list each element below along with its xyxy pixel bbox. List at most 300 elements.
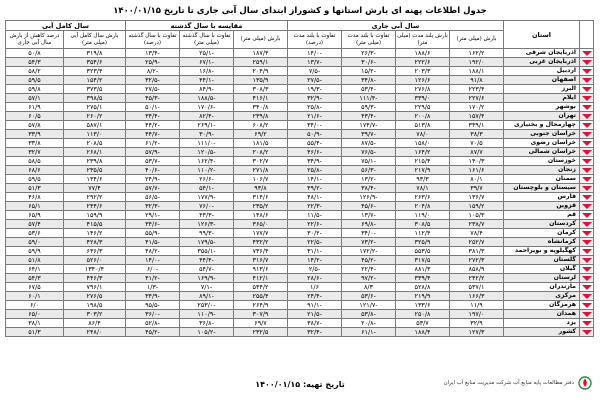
red-triangle-icon <box>582 150 592 155</box>
row-marker <box>580 202 594 211</box>
table-cell: ۱۸۷/۴ <box>234 49 288 58</box>
table-cell: ۳۳/۸ <box>5 139 63 148</box>
current-year-header: سال آبی جاری <box>288 21 504 31</box>
table-cell: -۱۶۹/۹ <box>180 274 234 283</box>
table-cell: -۲۷/۵ <box>288 76 342 85</box>
red-triangle-icon <box>582 276 592 281</box>
table-cell: ۶۳۶/۳ <box>63 247 125 256</box>
table-cell: -۷۶/۵ <box>342 148 396 157</box>
row-marker <box>580 112 594 121</box>
table-cell: ۲۷۶/۵ <box>63 292 125 301</box>
red-triangle-icon <box>582 186 592 191</box>
table-cell: -۱۶۲/۴ <box>180 157 234 166</box>
table-cell: -۹۵/۵ <box>125 301 179 310</box>
province-name: کردستان <box>504 220 580 229</box>
table-cell: ۵۴۴/۲ <box>234 283 288 292</box>
sub-header: بارش (میلی متر) <box>450 31 504 49</box>
table-cell: ۳۲۳/۴ <box>63 67 125 76</box>
table-cell: -۷۶/۰ <box>180 202 234 211</box>
red-triangle-icon <box>582 78 592 83</box>
table-row <box>5 121 593 130</box>
table-cell: -۴۱/۵ <box>125 238 179 247</box>
table-cell: -۹۹/۳ <box>180 229 234 238</box>
table-cell: -۱۲۱/۷ <box>342 301 396 310</box>
table-row <box>5 157 593 166</box>
table-cell: ۶۰۸/۲ <box>234 121 288 130</box>
table-cell: ۵۲۸/۸ <box>396 283 450 292</box>
row-marker <box>580 274 594 283</box>
table-cell: ۱۹۲/۰ <box>450 58 504 67</box>
red-triangle-icon <box>582 222 592 227</box>
table-cell: -۳۲/۳ <box>125 202 179 211</box>
organization-logo-icon <box>578 376 592 390</box>
table-cell: ۵۸۷/۱ <box>63 121 125 130</box>
table-cell: ۵۲۶/۰ <box>63 256 125 265</box>
red-triangle-icon <box>582 213 592 218</box>
table-cell: ۹۱/۸ <box>450 76 504 85</box>
table-cell: -۲۴/۹ <box>125 175 179 184</box>
table-cell: ۶۰/۱ <box>5 292 63 301</box>
table-cell: ۶۵/۰ <box>5 310 63 319</box>
table-cell: -۲۷/۵ <box>125 85 179 94</box>
table-cell: ۱۵۷/۴ <box>450 112 504 121</box>
table-cell: -۳۴/۴ <box>125 112 179 121</box>
table-row <box>5 319 593 328</box>
red-triangle-icon <box>582 249 592 254</box>
red-triangle-icon <box>582 330 592 335</box>
table-cell: ۳۶۵/۰ <box>234 220 288 229</box>
red-triangle-icon <box>582 159 592 164</box>
table-cell: ۱۳۵/۹ <box>234 76 288 85</box>
marker-column-header <box>580 21 594 49</box>
province-name: یزد <box>504 319 580 328</box>
table-cell: ۳۰۳/۲ <box>63 310 125 319</box>
table-cell: -۴۳/۳ <box>180 211 234 220</box>
table-cell: ۵۱۳/۸ <box>396 121 450 130</box>
row-marker <box>580 166 594 175</box>
table-cell: ۱۶۴/۲ <box>396 148 450 157</box>
table-cell: ۱۶۶/۳ <box>450 292 504 301</box>
row-marker <box>580 256 594 265</box>
row-marker <box>580 193 594 202</box>
table-row <box>5 58 593 67</box>
table-row <box>5 265 593 274</box>
row-marker <box>580 76 594 85</box>
full-year-header: سال کامل آبی <box>5 21 125 31</box>
table-cell: -۶/۰ <box>125 265 179 274</box>
table-cell: -۴۴/۴ <box>180 256 234 265</box>
table-cell: ۳۳۹/۰ <box>396 94 450 103</box>
table-cell: -۵۶/۵ <box>125 193 179 202</box>
table-cell: ۴۴۶/۳ <box>63 274 125 283</box>
table-cell: -۲۹/۱ <box>125 211 179 220</box>
table-cell: -۱۱۰/۹ <box>180 310 234 319</box>
province-name: اصفهان <box>504 76 580 85</box>
table-cell: -۵۹/۳ <box>342 103 396 112</box>
table-cell: -۲۶/۶ <box>180 175 234 184</box>
table-cell: -۱۱۱/۰ <box>180 139 234 148</box>
table-cell: ۲۴۴/۶ <box>63 202 125 211</box>
table-row <box>5 184 593 193</box>
table-cell: -۵۵/۴ <box>288 139 342 148</box>
row-marker <box>580 220 594 229</box>
table-cell: -۱۰۵/۲ <box>180 328 234 337</box>
table-cell: -۱/۳ <box>125 283 179 292</box>
table-row <box>5 85 593 94</box>
table-cell: ۱۵۴/۲ <box>63 76 125 85</box>
table-cell: ۹۳/۳ <box>396 175 450 184</box>
table-cell: -۴۰/۶ <box>125 166 179 175</box>
table-row <box>5 310 593 319</box>
organization-logo <box>412 375 592 391</box>
sub-header: بارش (میلی متر) <box>234 31 288 49</box>
table-cell: -۵۵/۹ <box>125 229 179 238</box>
table-cell: ۴۱۵/۵ <box>63 220 125 229</box>
table-cell: ۳۰۸/۳ <box>234 85 288 94</box>
table-cell: -۵۴/۱ <box>180 184 234 193</box>
table-cell: -۲۲/۴ <box>342 265 396 274</box>
table-cell: ۱۰۵/۳ <box>450 211 504 220</box>
red-triangle-icon <box>582 60 592 65</box>
row-marker <box>580 283 594 292</box>
table-cell: -۳۲/۹ <box>288 94 342 103</box>
table-cell: -۱۴/۰ <box>125 256 179 265</box>
province-name: سیستان و بلوچستان <box>504 184 580 193</box>
table-cell: ۸۷/۷ <box>450 148 504 157</box>
province-name: همدان <box>504 310 580 319</box>
table-cell: ۲۳۹/۸ <box>234 112 288 121</box>
red-triangle-icon <box>582 195 592 200</box>
table-cell: ۱۴۸/۶ <box>234 211 288 220</box>
table-cell: ۲۴۲/۲ <box>450 274 504 283</box>
sub-header: بارش بلند مدت (میلی متر) <box>396 31 450 49</box>
table-cell: -۷۳/۲ <box>342 238 396 247</box>
table-cell: -۳۵۵/۱ <box>180 247 234 256</box>
row-marker <box>580 265 594 274</box>
table-cell: ۳۳۹/۱ <box>450 121 504 130</box>
table-cell: ۱۳۳/۶ <box>396 301 450 310</box>
table-cell: -۵۷/۷ <box>125 184 179 193</box>
table-cell: ۵۴/۳ <box>5 274 63 283</box>
sub-header: درصد کاهش از بارش سال آبی جاری <box>5 31 63 49</box>
table-body <box>5 49 593 337</box>
table-cell: ۳۸/۳ <box>450 130 504 139</box>
table-cell: -۳۰/۶ <box>342 58 396 67</box>
table-cell: -۲۶۹/۱ <box>180 121 234 130</box>
table-cell: ۱۱۳/۰ <box>63 130 125 139</box>
table-cell: ۸/۳ <box>342 283 396 292</box>
table-cell: ۶۵/۹ <box>5 211 63 220</box>
table-cell: ۲۳۹/۸ <box>63 157 125 166</box>
table-cell: ۱۴۰/۳ <box>450 157 504 166</box>
table-cell: -۲۱/۵ <box>288 310 342 319</box>
table-cell: -۲۱/۶ <box>288 112 342 121</box>
table-cell: ۲۶۳/۶ <box>396 193 450 202</box>
table-cell: -۱۷۴/۷ <box>342 121 396 130</box>
row-marker <box>580 121 594 130</box>
province-name: خراسان جنوبی <box>504 130 580 139</box>
table-cell: ۳۰۲/۷ <box>234 157 288 166</box>
row-marker <box>580 328 594 337</box>
table-cell: ۲۹۲/۲ <box>63 193 125 202</box>
table-cell: ۵۱/۳ <box>5 184 63 193</box>
table-cell: ۱۷۷/۷ <box>234 229 288 238</box>
table-cell: ۳۳۹/۴ <box>396 274 450 283</box>
table-cell: ۴۶/۸ <box>5 193 63 202</box>
row-marker <box>580 310 594 319</box>
table-cell: ۳۰۸/۵ <box>396 220 450 229</box>
table-cell: ۱۱۲/۴ <box>396 229 450 238</box>
table-cell: ۲۵۵/۴ <box>234 292 288 301</box>
table-cell: -۱۱۱/۴ <box>342 94 396 103</box>
table-cell: -۳۴/۰ <box>288 121 342 130</box>
table-cell: -۳۰/۹ <box>180 130 234 139</box>
table-cell: -۱۷۰/۶ <box>180 103 234 112</box>
red-triangle-icon <box>582 123 592 128</box>
table-cell: -۲۵/۹ <box>125 58 179 67</box>
table-cell: -۲۲/۶ <box>288 220 342 229</box>
table-cell: ۵۹/۹ <box>5 247 63 256</box>
table-row <box>5 220 593 229</box>
table-cell: -۵۳/۴ <box>342 85 396 94</box>
table-cell: ۷۸/۰ <box>396 130 450 139</box>
table-cell: -۳۴/۸ <box>342 76 396 85</box>
table-cell: ۷۸/۱ <box>396 184 450 193</box>
table-cell: ۱۶۱/۶ <box>450 166 504 175</box>
table-cell: -۸۴/۹ <box>180 85 234 94</box>
table-header <box>5 21 593 49</box>
table-cell: ۵۱/۳ <box>5 328 63 337</box>
table-cell: ۲۳۸/۷ <box>450 220 504 229</box>
table-cell: ۶۸/۶ <box>5 166 63 175</box>
province-name: خوزستان <box>504 157 580 166</box>
table-cell: ۴۲۸/۳ <box>63 238 125 247</box>
table-cell: ۲۴۸/۰ <box>63 328 125 337</box>
table-cell: ۵۹/۵ <box>5 175 63 184</box>
table-cell: -۱۴/۱ <box>288 175 342 184</box>
province-name: قم <box>504 211 580 220</box>
table-row <box>5 166 593 175</box>
red-triangle-icon <box>582 258 592 263</box>
red-triangle-icon <box>582 168 592 173</box>
table-cell: -۴۱/۲ <box>125 274 179 283</box>
table-cell: -۱۵/۲ <box>342 67 396 76</box>
red-triangle-icon <box>582 285 592 290</box>
table-cell: ۴۳۲/۲ <box>234 238 288 247</box>
table-cell: ۸۶/۴ <box>63 319 125 328</box>
row-marker <box>580 175 594 184</box>
table-cell: -۵۷/۹ <box>125 148 179 157</box>
table-row <box>5 247 593 256</box>
red-triangle-icon <box>582 114 592 119</box>
table-cell: -۸۹/۱ <box>180 292 234 301</box>
table-cell: -۳۱/۱ <box>288 247 342 256</box>
row-marker <box>580 157 594 166</box>
table-cell: -۲۰/۸ <box>342 319 396 328</box>
table-cell: -۳۶/۸ <box>180 319 234 328</box>
table-cell: -۵۳/۸ <box>342 310 396 319</box>
table-cell: ۱۸۸/۱ <box>450 67 504 76</box>
table-cell: -۵۳/۷ <box>125 157 179 166</box>
table-cell: -۴۸/۲ <box>125 247 179 256</box>
table-cell: -۱۷۷/۹ <box>180 193 234 202</box>
red-triangle-icon <box>582 51 592 56</box>
table-cell: -۲۲/۳ <box>288 202 342 211</box>
province-name: لرستان <box>504 274 580 283</box>
sub-header: بارش سال کامل آبی (میلی متر) <box>63 31 125 49</box>
table-cell: ۳۰۷/۹ <box>234 310 288 319</box>
table-cell: ۳۲۵/۹ <box>396 238 450 247</box>
red-triangle-icon <box>582 240 592 245</box>
table-cell: ۲۵۲/۷ <box>450 238 504 247</box>
table-cell: -۲۸/۶ <box>288 274 342 283</box>
table-row <box>5 211 593 220</box>
red-triangle-icon <box>582 231 592 236</box>
table-cell: -۱۳/۷ <box>342 211 396 220</box>
table-cell: -۳۲/۵ <box>125 76 179 85</box>
table-cell: ۷۹۶/۱ <box>63 283 125 292</box>
province-name: مرکزی <box>504 292 580 301</box>
table-cell: ۶۰/۵ <box>5 112 63 121</box>
table-row <box>5 328 593 337</box>
table-cell: -۲۲/۵ <box>288 238 342 247</box>
table-cell: ۱۸۸/۶ <box>396 49 450 58</box>
table-cell: ۸۰/۱ <box>450 175 504 184</box>
table-cell: ۲۱۷/۹ <box>396 166 450 175</box>
table-cell: -۱۷۹/۵ <box>180 238 234 247</box>
table-cell: ۱۹۸/۵ <box>63 301 125 310</box>
table-cell: ۱۲۷/۳ <box>450 328 504 337</box>
table-cell: -۸/۲ <box>125 67 179 76</box>
table-cell: ۱۱/۹ <box>450 301 504 310</box>
table-cell: -۳۰/۲ <box>288 229 342 238</box>
table-cell: ۳۱۹/۸ <box>63 49 125 58</box>
table-row <box>5 292 593 301</box>
table-cell: -۵۳/۶ <box>342 292 396 301</box>
table-cell: -۱۲۰/۵ <box>180 148 234 157</box>
red-triangle-icon <box>582 69 592 74</box>
table-cell: -۴۶/۶ <box>288 148 342 157</box>
red-triangle-icon <box>582 294 592 299</box>
table-cell: ۲۶۰/۲ <box>63 112 125 121</box>
table-cell: -۳۴/۰ <box>342 229 396 238</box>
table-cell: -۳۸/۴ <box>342 184 396 193</box>
table-row <box>5 301 593 310</box>
province-name: کشور <box>504 328 580 337</box>
table-cell: -۵۲/۸ <box>125 319 179 328</box>
table-cell: ۱۶۲/۲ <box>450 49 504 58</box>
table-cell: ۲۶۸/۱ <box>63 148 125 157</box>
table-cell: ۳۸/۱ <box>5 319 63 328</box>
table-cell: -۱۱۰/۲ <box>180 166 234 175</box>
row-marker <box>580 49 594 58</box>
table-cell: ۵۹/۸ <box>5 85 63 94</box>
table-cell: ۱۳۶/۷ <box>450 193 504 202</box>
table-cell: ۱۴۶/۲ <box>63 229 125 238</box>
precipitation-table <box>5 20 594 337</box>
table-cell: ۶۵/۱ <box>5 202 63 211</box>
table-cell: -۹۷/۲ <box>342 274 396 283</box>
table-cell: -۶۱/۱ <box>342 328 396 337</box>
table-row <box>5 238 593 247</box>
table-cell: ۱/۶ <box>288 283 342 292</box>
table-cell: -۳۴/۶ <box>125 220 179 229</box>
table-cell: ۵۸/۲ <box>5 67 63 76</box>
table-cell: ۲۵۰/۸ <box>396 310 450 319</box>
table-cell: ۲۰۳/۳ <box>396 67 450 76</box>
table-cell: ۳۹/۷ <box>450 184 504 193</box>
table-cell: ۲۱۹/۹ <box>396 292 450 301</box>
province-name: تهران <box>504 112 580 121</box>
table-cell: ۲۳۲/۵ <box>234 328 288 337</box>
table-cell: ۵۱/۸ <box>5 256 63 265</box>
province-name: البرز <box>504 85 580 94</box>
table-cell: -۲۵۳/۰ <box>180 301 234 310</box>
table-cell: ۳۸۱/۳ <box>450 247 504 256</box>
table-cell: ۶۷/۵ <box>5 283 63 292</box>
red-triangle-icon <box>582 303 592 308</box>
table-cell: -۵۴/۷ <box>180 265 234 274</box>
row-marker <box>580 148 594 157</box>
row-marker <box>580 184 594 193</box>
province-name: قزوین <box>504 202 580 211</box>
table-cell: ۲۰۴/۹ <box>234 67 288 76</box>
table-cell: ۳۹۸/۵ <box>63 94 125 103</box>
table-cell: -۱۳/۲ <box>342 175 396 184</box>
table-cell: ۱۵۹/۲ <box>450 202 504 211</box>
red-triangle-icon <box>582 267 592 272</box>
table-row <box>5 274 593 283</box>
table-row <box>5 193 593 202</box>
table-cell: ۱۰۶/۷ <box>234 175 288 184</box>
table-row <box>5 49 593 58</box>
table-cell: -۴۵/۲ <box>342 256 396 265</box>
province-name: فارس <box>504 193 580 202</box>
table-cell: ۲۲۲/۶ <box>396 58 450 67</box>
table-cell: ۳۱۴/۶ <box>234 193 288 202</box>
table-cell: ۳۱۶/۷ <box>234 256 288 265</box>
red-triangle-icon <box>582 132 592 137</box>
province-name: آذربایجان شرقی <box>504 49 580 58</box>
table-cell: ۲۱۵/۴ <box>396 157 450 166</box>
table-cell: ۲۷۵/۱ <box>63 103 125 112</box>
table-cell: -۱۳/۷ <box>288 58 342 67</box>
province-header: استان <box>504 21 580 49</box>
province-name: زنجان <box>504 166 580 175</box>
table-cell: -۴۸/۱ <box>288 193 342 202</box>
red-triangle-icon <box>582 204 592 209</box>
table-cell: ۸۵۸/۹ <box>450 265 504 274</box>
table-cell: ۱۱۹/۰ <box>396 211 450 220</box>
province-name: کهگیلویه و بویراحمد <box>504 247 580 256</box>
table-row <box>5 229 593 238</box>
province-name: گلستان <box>504 256 580 265</box>
row-marker <box>580 139 594 148</box>
row-marker <box>580 247 594 256</box>
table-cell: -۷/۵ <box>288 67 342 76</box>
preparation-date: تاریخ تهیه: ۱۴۰۰/۰۱/۱۵ <box>255 380 345 389</box>
table-cell: ۵۵۳/۵ <box>396 247 450 256</box>
table-cell: -۵۰/۹ <box>288 130 342 139</box>
table-cell: -۱۴/۲ <box>288 256 342 265</box>
table-cell: ۱۷۰/۲ <box>450 103 504 112</box>
row-marker <box>580 67 594 76</box>
table-cell: -۵۶/۳ <box>342 166 396 175</box>
red-triangle-icon <box>582 96 592 101</box>
table-cell: ۳۲/۷ <box>5 148 63 157</box>
table-cell: ۳۵۴/۶ <box>63 58 125 67</box>
report-title: جدول اطلاعات پهنه ای بارش استانها و کشوراز ابتدای سال آبی جاری تا تاریخ ۱۴۰۰/۰۱/۱۵ <box>113 6 487 16</box>
